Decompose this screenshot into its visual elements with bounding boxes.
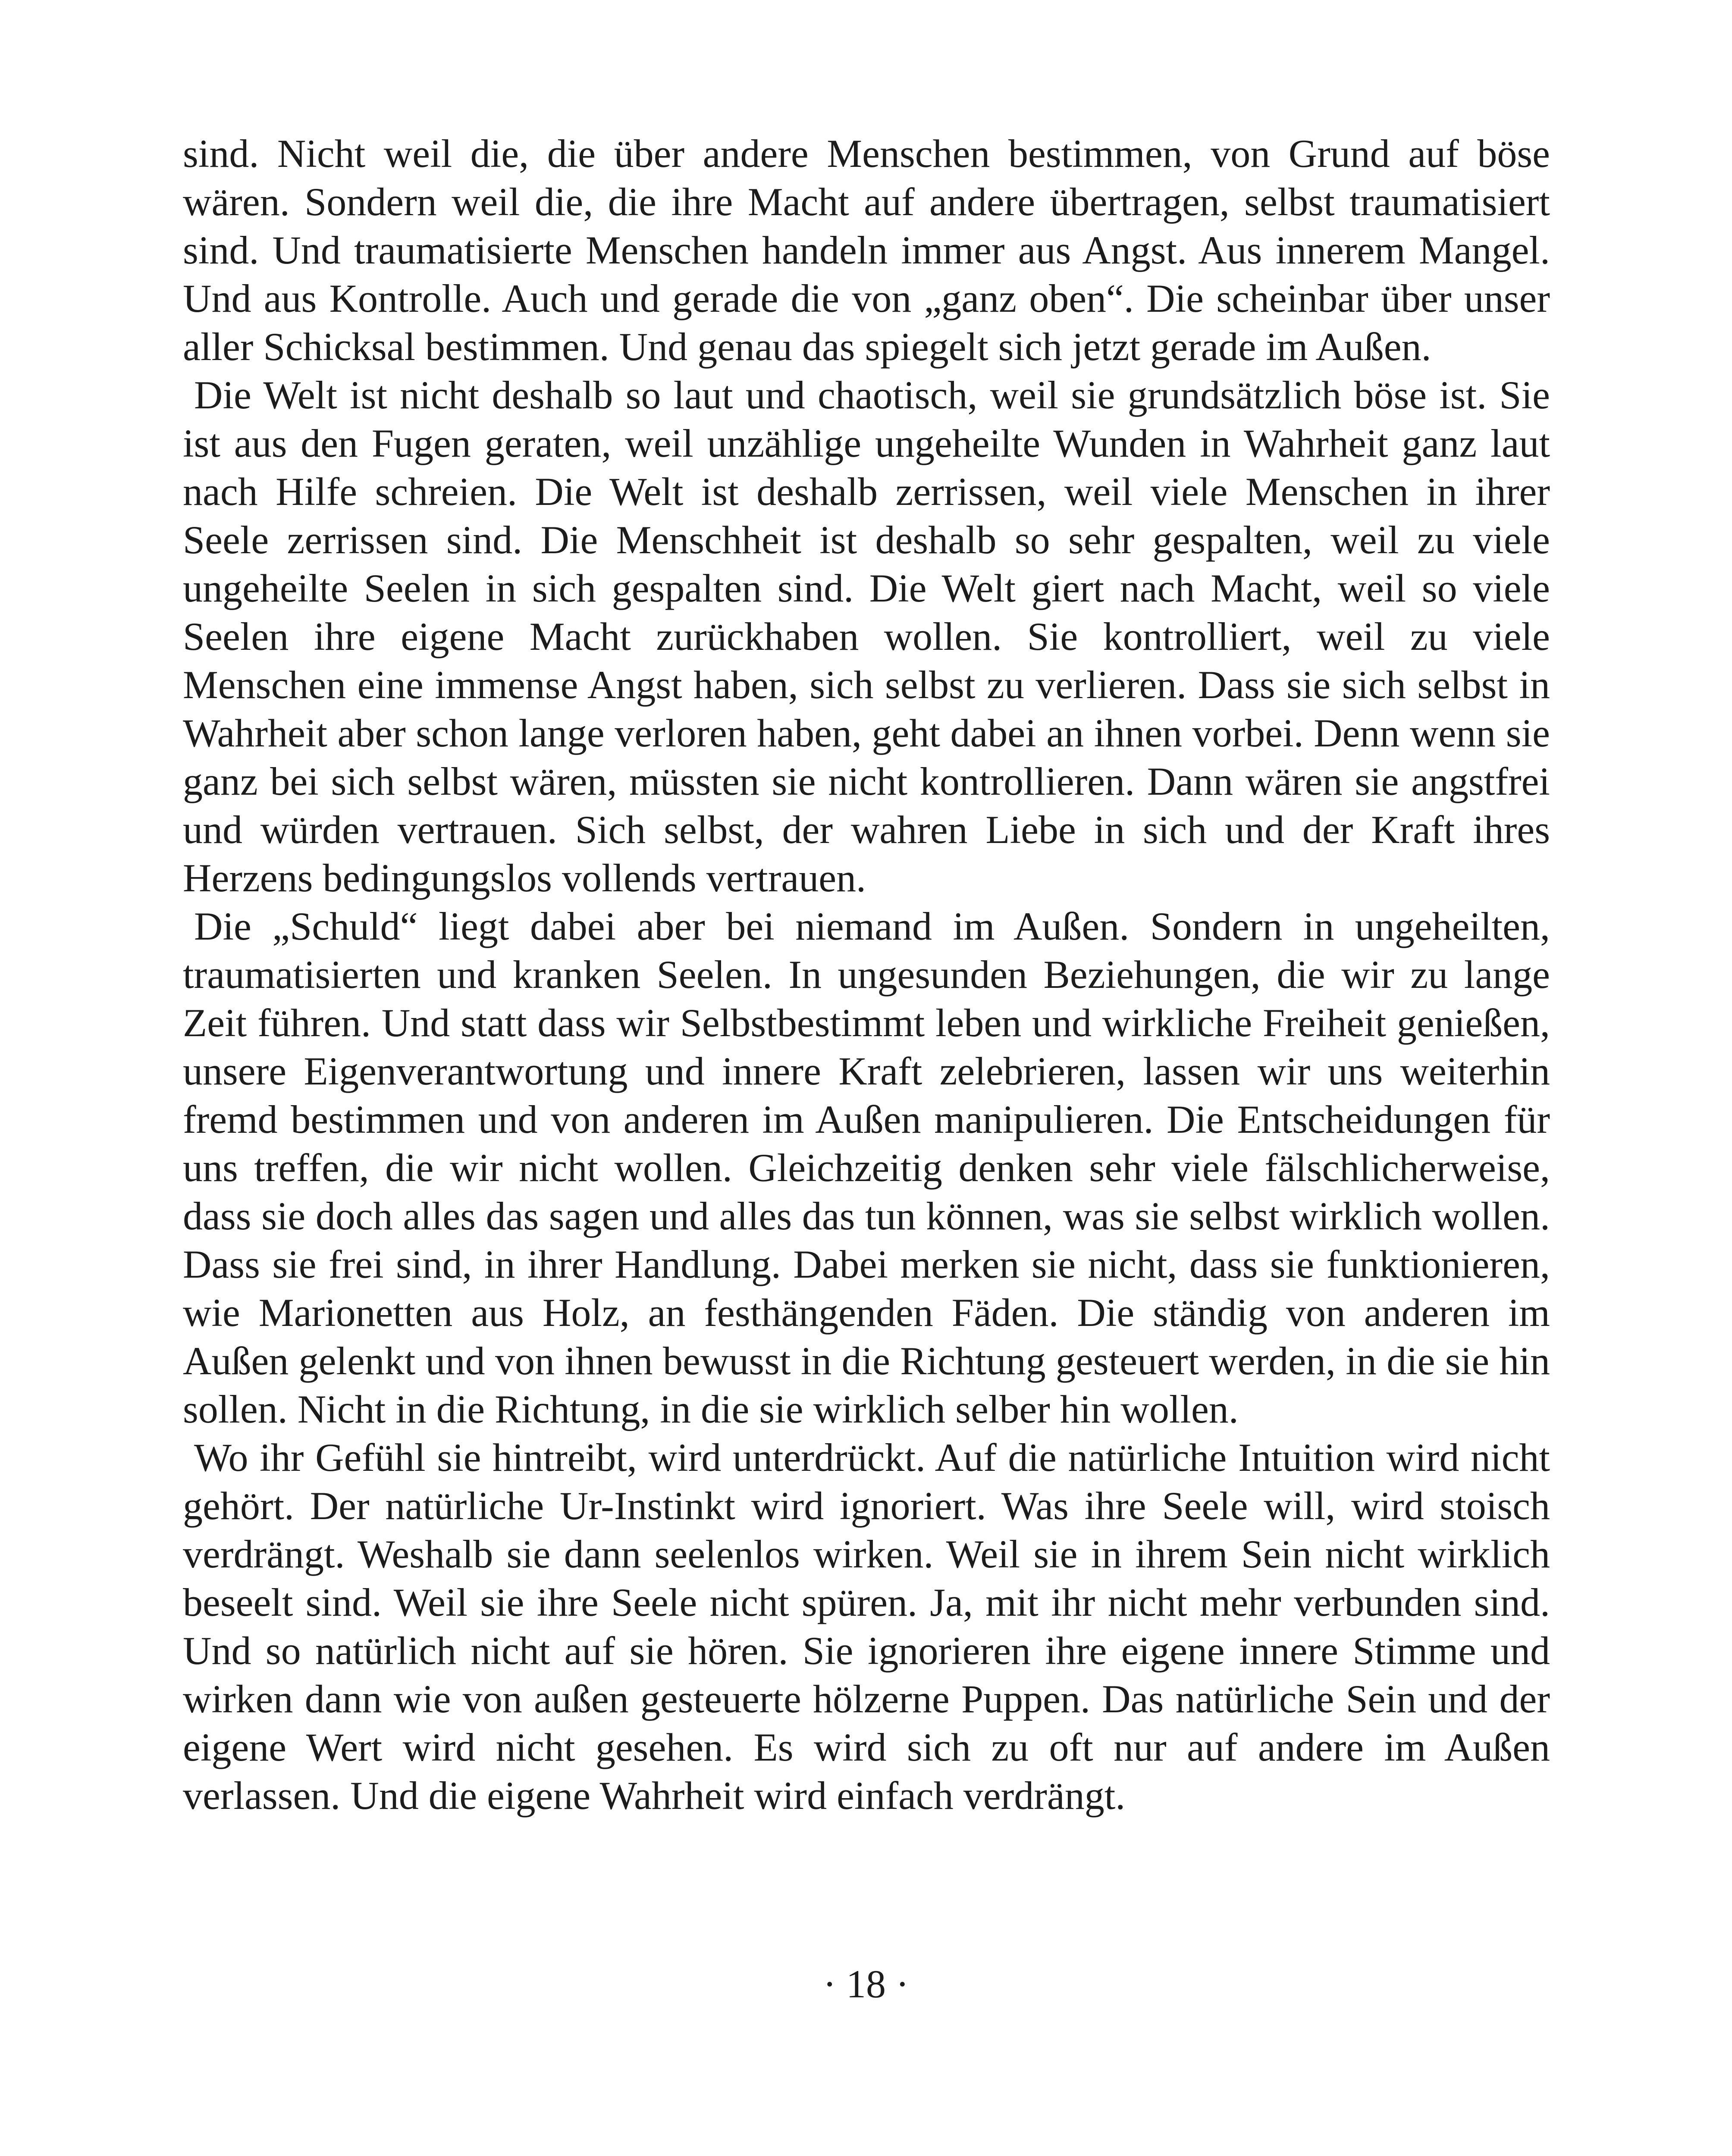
paragraph-2: Die Welt ist nicht deshalb so laut und chaotisch, weil sie grundsätzlich böse ist. Sie ist aus den Fugen geraten, weil unzählige ungeheilte Wunden in Wahrheit ganz laut nach Hilfe schreien. Die Welt ist deshalb zerrissen, weil viele Menschen in ihrer Seele zerrissen sind. Die Menschheit ist deshalb so sehr gespalten, weil zu viele ungeheilte Seelen in sich gespalten sind. Die Welt giert nach Macht, weil so viele Seelen ihre eigene Macht zurückhaben wollen. Sie kontrolliert, weil zu viele Menschen eine immense Angst haben, sich selbst zu verlieren. Dass sie sich selbst in Wahrheit aber schon lange verloren haben, geht dabei an ihnen vorbei. Denn wenn sie ganz bei sich selbst wären, müssten sie nicht kontrollieren. Dann wären sie angstfrei und würden vertrauen. Sich selbst, der wahren Liebe in sich und der Kraft ihres Herzens bedingungslos vollends vertrauen. bbox=[183, 373, 1550, 900]
paragraph-4: Wo ihr Gefühl sie hintreibt, wird unterdrückt. Auf die natürliche Intuition wird nicht gehört. Der natürliche Ur-Instinkt wird ignoriert. Was ihre Seele will, wird stoisch verdrängt. Weshalb sie dann seelenlos wirken. Weil sie in ihrem Sein nicht wirklich beseelt sind. Weil sie ihre Seele nicht spüren. Ja, mit ihr nicht mehr verbunden sind. Und so natürlich nicht auf sie hören. Sie ignorieren ihre eigene innere Stimme und wirken dann wie von außen gesteuerte hölzerne Puppen. Das natürliche Sein und der eigene Wert wird nicht gesehen. Es wird sich zu oft nur auf andere im Außen verlassen. Und die eigene Wahrheit wird einfach verdrängt. bbox=[183, 1435, 1550, 1818]
paragraph-1: sind. Nicht weil die, die über andere Menschen bestimmen, von Grund auf böse wären. Sondern weil die, die ihre Macht auf andere übertragen, selbst traumatisiert sind. Und traumatisierte Menschen handeln immer aus Angst. Aus innerem Mangel. Und aus Kontrolle. Auch und gerade die von „ganz oben“. Die scheinbar über unser aller Schicksal bestimmen. Und genau das spiegelt sich jetzt gerade im Außen. bbox=[183, 132, 1550, 369]
page-number: · 18 · bbox=[823, 1962, 909, 2006]
body-text bbox=[183, 129, 1550, 1820]
paragraph-3: Die „Schuld“ liegt dabei aber bei niemand im Außen. Sondern in ungeheilten, traumatisierten und kranken Seelen. In ungesunden Beziehungen, die wir zu lange Zeit führen. Und statt dass wir Selbstbestimmt leben und wirkliche Freiheit genießen, unsere Eigenverantwortung und innere Kraft zelebrieren, lassen wir uns weiterhin fremd bestimmen und von anderen im Außen manipulieren. Die Entscheidungen für uns treffen, die wir nicht wollen. Gleichzeitig denken sehr viele fälschlicherweise, dass sie doch alles das sagen und alles das tun können, was sie selbst wirklich wollen. Dass sie frei sind, in ihrer Handlung. Dabei merken sie nicht, dass sie funktionieren, wie Marionetten aus Holz, an festhängenden Fäden. Die ständig von anderen im Außen gelenkt und von ihnen bewusst in die Richtung gesteuert werden, in die sie hin sollen. Nicht in die Richtung, in die sie wirklich selber hin wollen. bbox=[183, 904, 1550, 1431]
